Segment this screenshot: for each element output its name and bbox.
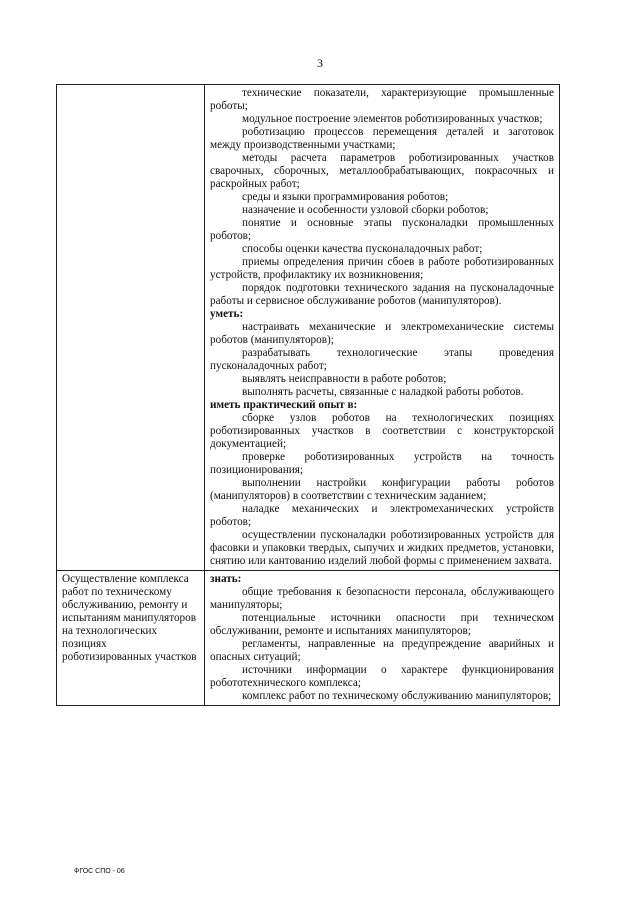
section-heading-umet: уметь: — [210, 308, 244, 320]
page-number: 3 — [317, 56, 323, 70]
list-item: комплекс работ по техническому обслуживанию манипуляторов; — [242, 690, 552, 702]
list-item: наладке механических и электромеханических устройств роботов; — [210, 503, 554, 528]
list-item: осуществлении пусконаладки роботизированных устройств для фасовки и упаковки твердых, сыпучих и жидких предметов, установки, снятию или кантованию изделий любой формы с применением захвата. — [210, 529, 554, 567]
section-heading-znat: знать: — [210, 573, 242, 585]
table-row — [57, 571, 560, 706]
list-item: общие требования к безопасности персонала, обслуживающего манипуляторы; — [210, 586, 554, 611]
list-item: модульное построение элементов роботизированных участков; — [242, 113, 543, 125]
list-item: назначение и особенности узловой сборки роботов; — [242, 204, 489, 216]
table-row — [57, 85, 560, 571]
list-item: среды и языки программирования роботов; — [242, 191, 449, 203]
requirements-cell — [205, 571, 560, 706]
section-heading-opyt: иметь практический опыт в: — [210, 399, 358, 411]
list-item: регламенты, направленные на предупреждение аварийных и опасных ситуаций; — [210, 638, 554, 663]
list-item: выполнении настройки конфигурации работы роботов (манипуляторов) в соответствии с техническим заданием; — [210, 477, 554, 502]
list-item: потенциальные источники опасности при техническом обслуживании, ремонте и испытаниях манипуляторов; — [210, 612, 554, 637]
list-item: разрабатывать технологические этапы проведения пусконаладочных работ; — [210, 347, 554, 372]
list-item: проверке роботизированных устройств на точность позиционирования; — [210, 451, 554, 476]
list-item: выполнять расчеты, связанные с наладкой работы роботов. — [242, 386, 524, 398]
activity-cell — [57, 85, 205, 571]
list-item: сборке узлов роботов на технологических позициях роботизированных участков в соответствии с конструкторской документацией; — [210, 412, 554, 450]
list-item: способы оценки качества пусконаладочных работ; — [242, 243, 483, 255]
list-item: выявлять неисправности в работе роботов; — [242, 373, 447, 385]
list-item: приемы определения причин сбоев в работе роботизированных устройств, профилактику их возникновения; — [210, 256, 554, 281]
competency-table — [56, 84, 560, 706]
list-item: технические показатели, характеризующие промышленные роботы; — [210, 87, 554, 112]
list-item: порядок подготовки технического задания на пусконаладочные работы и сервисное обслуживание роботов (манипуляторов). — [210, 282, 554, 307]
list-item: источники информации о характере функционирования робототехнического комплекса; — [210, 664, 554, 689]
list-item: настраивать механические и электромеханические системы роботов (манипуляторов); — [210, 321, 554, 346]
list-item: методы расчета параметров роботизированных участков сварочных, сборочных, металлообрабатывающих, покрасочных и раскройных работ; — [210, 152, 554, 190]
activity-cell: Осуществление комплекса работ по техническому обслуживанию, ремонту и испытаниям манипуляторов на технологических позициях роботизированных участков — [57, 571, 205, 706]
footer-label: ФГОС СПО - 06 — [74, 868, 125, 875]
requirements-cell — [205, 85, 560, 571]
list-item: понятие и основные этапы пусконаладки промышленных роботов; — [210, 217, 554, 242]
list-item: роботизацию процессов перемещения деталей и заготовок между производственными участками; — [210, 126, 554, 151]
